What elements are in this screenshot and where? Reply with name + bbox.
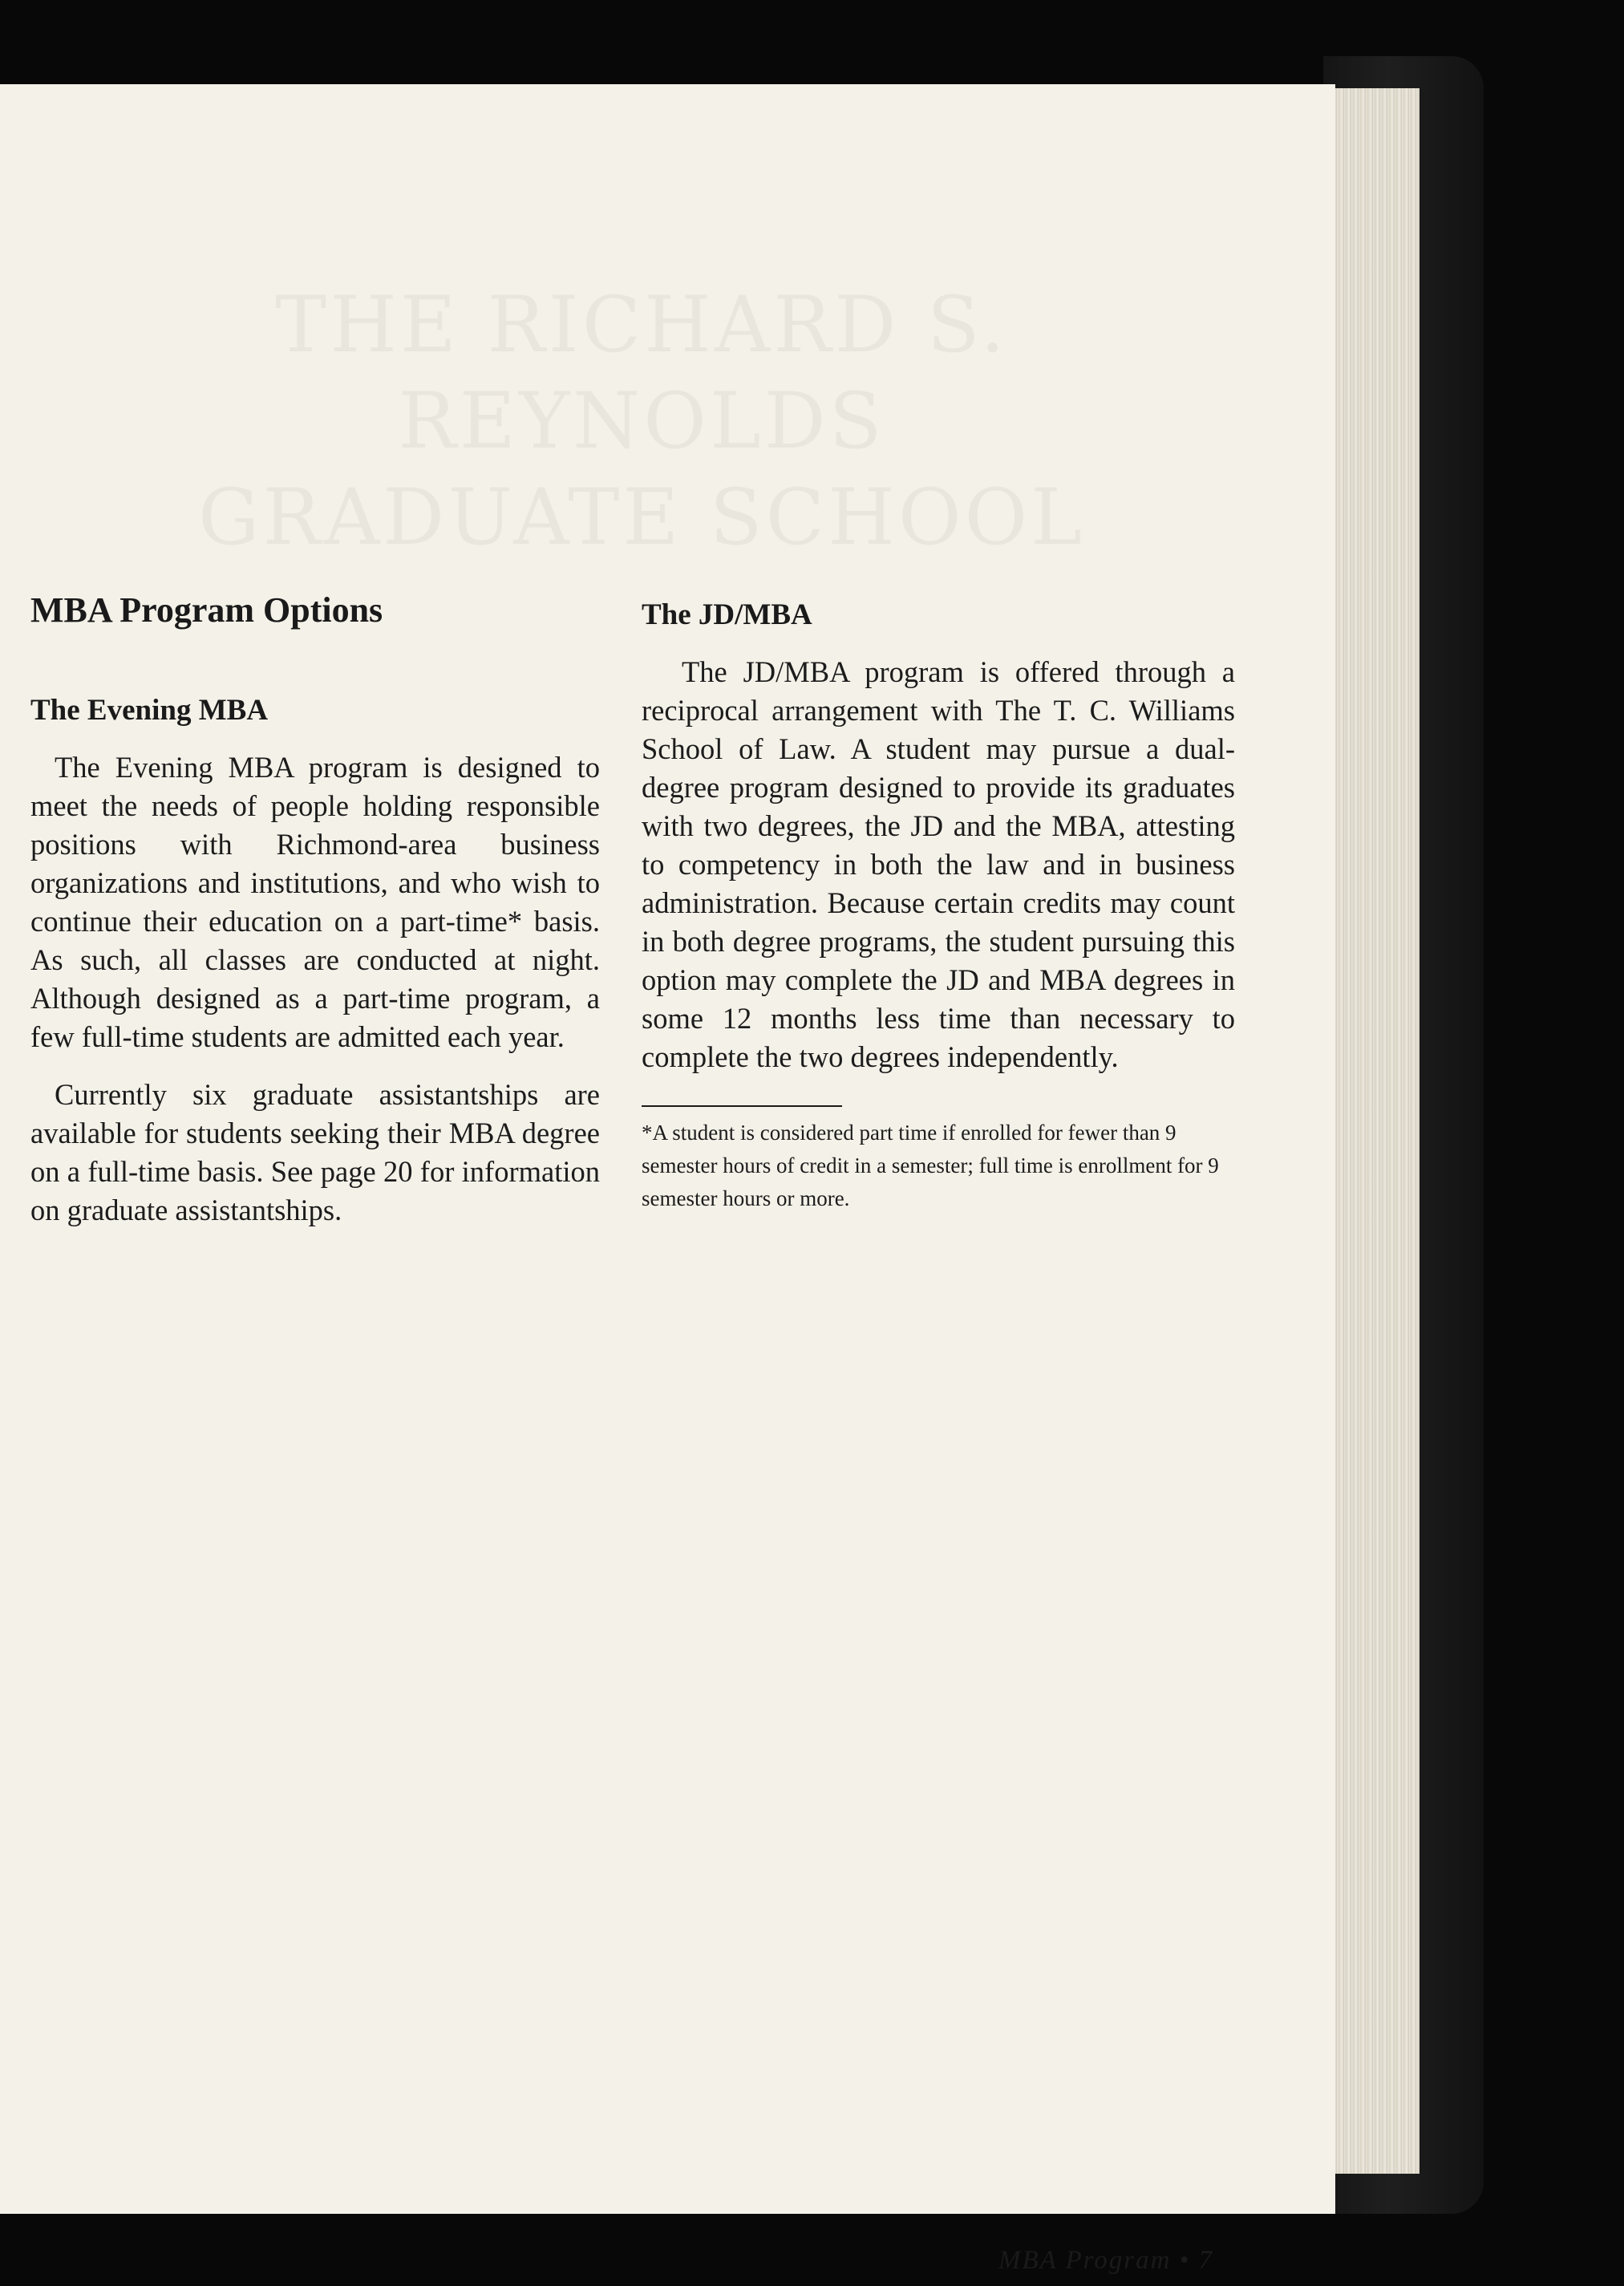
show-through-title-line2 (160, 469, 1123, 565)
book-page (0, 84, 1335, 2275)
paragraph-evening-mba-2: Currently six graduate assistantships are available for students seeking their MBA degree on a full-time basis. See page 20 for information on graduate assistantships. (30, 1078, 600, 1226)
show-through-title-line1 (160, 277, 1123, 469)
paragraph-jd-mba: The JD/MBA program is offered through a reciprocal arrangement with The T. C. Williams School of Law. A student may pursue a dual-degree program designed to provide its graduates with two degrees, the JD and the MBA, attesting to competency in both the law and in business administration. Because certain credits may count in both degree programs, the student pursuing this option may complete the JD and MBA degrees in some 12 months less time than necessary to complete the two degrees independently. (642, 655, 1235, 1073)
footnote: *A student is considered part time if enrolled for fewer than 9 semester hours of credit in a semester; full time is enrollment for 9 semester hours or more. (642, 1121, 1219, 1210)
left-column (30, 590, 600, 1249)
subheading-evening-mba: The Evening MBA (30, 694, 269, 727)
footnote-divider (642, 1105, 842, 1107)
show-through-title (160, 277, 1123, 565)
paragraph-evening-mba-1: The Evening MBA program is designed to meet the needs of people holding responsible positions with Richmond-area business organizations and institutions, and who wish to continue their education on a part-time* basis. As such, all classes are conducted at night. Although designed as a part-time program, a few full-time students are admitted each year. (30, 751, 600, 1053)
subheading-jd-mba: The JD/MBA (642, 598, 812, 631)
section-heading: MBA Program Options (30, 590, 383, 630)
right-column (642, 598, 1235, 1215)
running-footer: MBA Program • 7 (998, 2246, 1213, 2275)
